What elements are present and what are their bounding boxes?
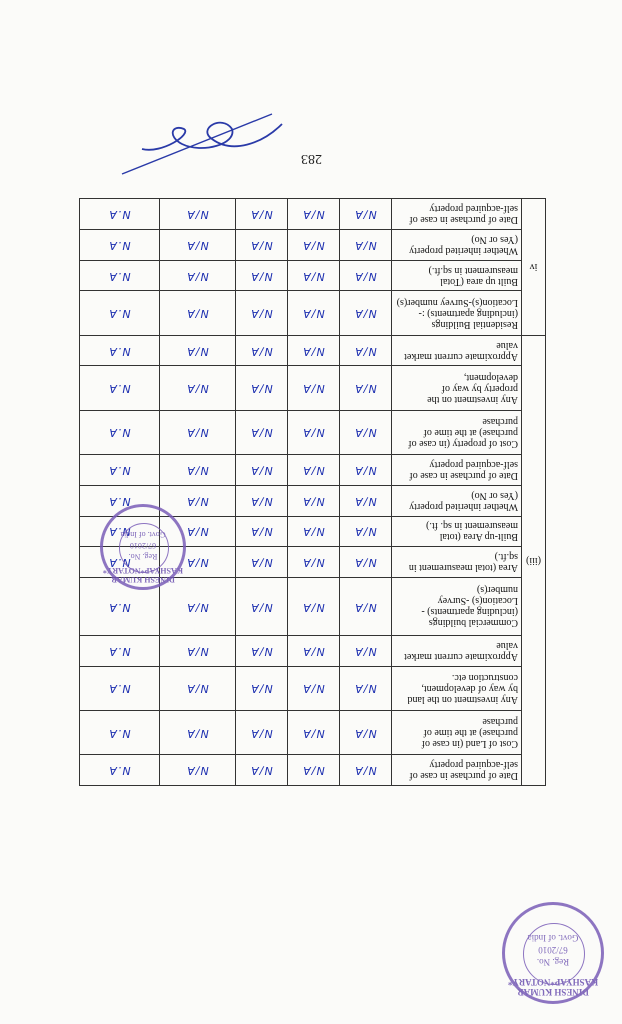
stamp-reg-label: Reg. No. xyxy=(536,957,570,967)
table-cell: N.A xyxy=(80,199,160,230)
table-cell: N/A xyxy=(236,260,288,291)
table-cell: N/A xyxy=(340,229,392,260)
table-row xyxy=(80,291,546,335)
stamp-reg-label: Reg. No. xyxy=(128,552,158,561)
table-row xyxy=(80,755,546,786)
table-cell: N/A xyxy=(288,578,340,636)
section-number: (iii) xyxy=(522,335,546,785)
table-cell: N/A xyxy=(288,516,340,547)
row-label: Date of purchase in case of self-acquired property xyxy=(392,199,522,230)
table-cell: N/A xyxy=(288,666,340,710)
table-cell: N/A xyxy=(236,410,288,454)
signature xyxy=(112,104,292,184)
table-cell: N/A xyxy=(288,755,340,786)
table-cell: N/A xyxy=(236,335,288,366)
table-row xyxy=(80,366,546,410)
table-row xyxy=(80,635,546,666)
section-number: iv xyxy=(522,199,546,336)
row-label: Built up area (Total measurement in sq.ft.) xyxy=(392,260,522,291)
table-cell: N/A xyxy=(160,516,236,547)
table-row xyxy=(80,260,546,291)
table-cell: N/A xyxy=(340,291,392,335)
table-cell: N/A xyxy=(288,229,340,260)
page-number: 283 xyxy=(301,151,322,166)
table-cell: N/A xyxy=(236,199,288,230)
table-cell: N/A xyxy=(160,635,236,666)
table-cell: N/A xyxy=(288,260,340,291)
table-cell: N/A xyxy=(288,291,340,335)
table-cell: N.A xyxy=(80,547,160,578)
row-label: Whether inherited property (Yes or No) xyxy=(392,485,522,516)
table-cell: N.A xyxy=(80,578,160,636)
table-cell: N/A xyxy=(340,578,392,636)
table-cell: N.A xyxy=(80,516,160,547)
table-row xyxy=(80,666,546,710)
table-cell: N/A xyxy=(288,455,340,486)
table-row xyxy=(80,335,546,366)
table-cell: N/A xyxy=(288,547,340,578)
table-cell: N/A xyxy=(288,410,340,454)
stamp-authority: Govt. of India xyxy=(120,530,166,539)
table-cell: N/A xyxy=(160,710,236,754)
table-cell: N/A xyxy=(236,578,288,636)
table-row xyxy=(80,410,546,454)
table-cell: N/A xyxy=(236,485,288,516)
row-label: Any investment on the land by way of development, construction etc. xyxy=(392,666,522,710)
table-cell: N/A xyxy=(160,755,236,786)
table-cell: N/A xyxy=(340,710,392,754)
row-label: Date of purchase in case of self-acquired property xyxy=(392,755,522,786)
table-cell: N.A xyxy=(80,291,160,335)
table-cell: N/A xyxy=(340,260,392,291)
table-cell: N/A xyxy=(160,335,236,366)
table-cell: N/A xyxy=(160,229,236,260)
table-row xyxy=(80,229,546,260)
stamp-reg-number: 67/2010 xyxy=(129,541,157,550)
table-cell: N/A xyxy=(160,199,236,230)
table-cell: N/A xyxy=(236,547,288,578)
stamp-ring-text: DINESH KUMAR KASHYAP*NOTARY* xyxy=(507,977,599,997)
table-cell: N/A xyxy=(160,291,236,335)
stamp-authority: Govt. of India xyxy=(527,933,579,943)
table-cell: N.A xyxy=(80,635,160,666)
row-label: Residential Buildings (including apartments) :- Location(s)-Survey number(s) xyxy=(392,291,522,335)
table-cell: N/A xyxy=(340,516,392,547)
row-label: Built-up Area (total measurement in sq. ft.) xyxy=(392,516,522,547)
row-label: Approximate current market value xyxy=(392,335,522,366)
table-cell: N/A xyxy=(340,410,392,454)
table-cell: N/A xyxy=(340,635,392,666)
table-cell: N/A xyxy=(160,666,236,710)
table-cell: N.A xyxy=(80,366,160,410)
table-cell: N/A xyxy=(236,516,288,547)
table-cell: N/A xyxy=(160,410,236,454)
table-cell: N/A xyxy=(340,485,392,516)
stamp-reg-number: 67/2010 xyxy=(538,945,568,955)
table-cell: N/A xyxy=(236,455,288,486)
row-label: Date of purchase in case of self-acquired property xyxy=(392,455,522,486)
table-cell: N/A xyxy=(288,366,340,410)
table-cell: N/A xyxy=(236,666,288,710)
table-cell: N/A xyxy=(340,199,392,230)
table-row xyxy=(80,710,546,754)
table-cell: N/A xyxy=(340,666,392,710)
table-cell: N/A xyxy=(160,578,236,636)
table-cell: N.A xyxy=(80,455,160,486)
table-cell: N/A xyxy=(340,547,392,578)
table-cell: N/A xyxy=(236,635,288,666)
row-label: Any investment on the property by way of development, xyxy=(392,366,522,410)
table-cell: N/A xyxy=(236,755,288,786)
table-cell: N/A xyxy=(340,455,392,486)
row-label: Cost of Land (in case of purchase) at the time of purchase xyxy=(392,710,522,754)
assets-table xyxy=(79,198,546,786)
table-cell: N.A xyxy=(80,755,160,786)
table-cell: N/A xyxy=(236,366,288,410)
row-label: Cost of property (in case of purchase) at the time of purchase xyxy=(392,410,522,454)
table-cell: N.A xyxy=(80,335,160,366)
table-cell: N/A xyxy=(160,547,236,578)
table-cell: N/A xyxy=(160,366,236,410)
stamp-ring-text: DINESH KUMAR KASHYAP*NOTARY* xyxy=(102,566,183,584)
notary-stamp xyxy=(502,902,604,1004)
row-label: Whether inherited property (Yes or No) xyxy=(392,229,522,260)
table-cell: N/A xyxy=(288,710,340,754)
table-cell: N/A xyxy=(288,635,340,666)
table-cell: N/A xyxy=(340,755,392,786)
table-cell: N.A xyxy=(80,485,160,516)
table-cell: N.A xyxy=(80,260,160,291)
table-cell: N/A xyxy=(236,291,288,335)
table-cell: N/A xyxy=(340,366,392,410)
table-cell: N.A xyxy=(80,710,160,754)
table-cell: N/A xyxy=(340,335,392,366)
table-cell: N/A xyxy=(160,455,236,486)
table-row xyxy=(80,455,546,486)
row-label: Approximate current market value xyxy=(392,635,522,666)
table-cell: N/A xyxy=(288,199,340,230)
table-cell: N.A xyxy=(80,229,160,260)
table-cell: N/A xyxy=(160,485,236,516)
table-row xyxy=(80,199,546,230)
row-label: Area (total measurement in sq.ft.) xyxy=(392,547,522,578)
table-cell: N.A xyxy=(80,666,160,710)
table-cell: N/A xyxy=(288,335,340,366)
table-cell: N/A xyxy=(236,229,288,260)
table-cell: N/A xyxy=(288,485,340,516)
table-cell: N/A xyxy=(236,710,288,754)
table-cell: N.A xyxy=(80,410,160,454)
notary-stamp xyxy=(100,504,186,590)
table-cell: N/A xyxy=(160,260,236,291)
row-label: Commercial buildings (including apartments) -Location(s) -Survey number(s) xyxy=(392,578,522,636)
